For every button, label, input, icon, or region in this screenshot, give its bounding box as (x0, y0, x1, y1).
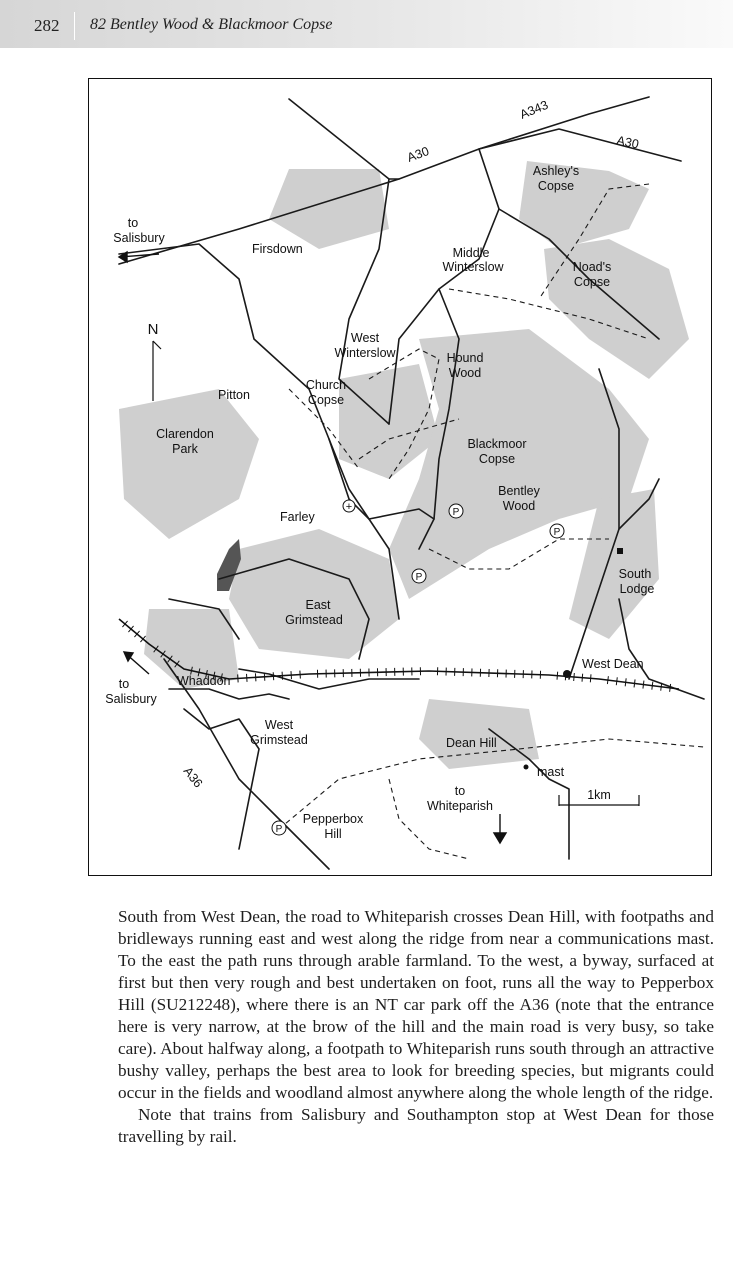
label-firsdown: Firsdown (252, 242, 303, 256)
railway-tick (574, 673, 575, 681)
label-dean-hill: Dean Hill (446, 736, 497, 750)
parking-icon (449, 504, 463, 518)
label-a36: A36 (180, 764, 206, 791)
road-a343 (289, 99, 399, 179)
svg-text:P: P (452, 507, 460, 518)
map (88, 78, 712, 876)
railway-tick (652, 682, 653, 690)
arrow-to-salisbury-south (124, 652, 149, 674)
label-bentley-wood: Bentley (498, 484, 540, 498)
label-hound-wood: Hound (446, 351, 484, 365)
label-north: N (147, 321, 159, 338)
woodland-east-grimstead (229, 529, 399, 659)
paragraph: South from West Dean, the road to Whiteparish crosses Dean Hill, with footpaths and bridleways running east and west along the ridge from near a communications mast. To the east the path runs through arable farmland. To the west, a byway, surfaced at first but then very rough and best undertaken on foot, runs all the way to Pepperbox Hill (SU212248), where there is an NT car park off the A36 (note that the entrance here is very narrow, at the brow of the hill and the main road is very busy, so take care). About halfway along, a footpath to Whiteparish runs south through an attractive bushy valley, perhaps the best area to look for breeding species, but migrants could occur in the fields and woodland almost anywhere along the whole length of the ridge. (118, 907, 714, 1102)
label-noads-copse-2: Copse (573, 275, 611, 289)
arrow-to-whiteparish (494, 814, 506, 843)
label-blackmoor-copse: Blackmoor (467, 437, 527, 451)
label-south-lodge-2: Lodge (619, 582, 655, 596)
label-west-winterslow-2: Winterslow (334, 346, 396, 360)
railway-tick (557, 672, 558, 680)
label-scale: 1km (587, 788, 611, 802)
parking-icon (412, 569, 426, 583)
railway-tick (607, 676, 608, 684)
label-to-salisbury-north: to (127, 216, 139, 230)
label-middle-winterslow-2: Winterslow (442, 260, 504, 274)
label-to-salisbury-north-2: Salisbury (113, 231, 165, 245)
label-pitton: Pitton (218, 388, 250, 402)
north-arrow (153, 341, 161, 401)
label-farley: Farley (280, 510, 315, 524)
label-west-winterslow: West (350, 331, 380, 345)
label-pepperbox-hill-2: Hill (324, 827, 342, 841)
woodland-clarendon (119, 389, 259, 539)
railway-tick (582, 674, 583, 682)
svg-text:P: P (415, 572, 423, 583)
svg-text:+: + (345, 501, 353, 513)
label-church-copse-2: Copse (307, 393, 345, 407)
label-church-copse: Church (305, 378, 347, 392)
label-hound-wood-2: Wood (448, 366, 482, 380)
label-clarendon-park-2: Park (172, 442, 198, 456)
label-whaddon: Whaddon (177, 674, 231, 688)
label-east-grimstead-2: Grimstead (285, 613, 343, 627)
label-to-salisbury-south: to (118, 677, 130, 691)
railway-tick (670, 684, 671, 692)
mast-marker (524, 765, 529, 770)
label-west-dean: West Dean (582, 657, 644, 671)
west-dean-station-marker (563, 670, 571, 678)
label-bentley-wood-2: Wood (502, 499, 536, 513)
svg-text:P: P (275, 824, 283, 835)
label-a343: A343 (517, 97, 551, 122)
railway-tick (616, 677, 617, 685)
label-south-lodge: South (618, 567, 652, 581)
paragraph: Note that trains from Salisbury and Southampton stop at West Dean for those travelling by rail. (118, 1105, 714, 1146)
south-lodge-marker (617, 548, 623, 554)
parking-icon (550, 524, 564, 538)
page-number: 282 (34, 16, 60, 35)
map-drawing (89, 79, 711, 875)
label-to-whiteparish-2: Whiteparish (427, 799, 493, 813)
label-blackmoor-copse-2: Copse (478, 452, 516, 466)
parking-icon (272, 821, 286, 835)
label-a30-east: A30 (615, 133, 641, 152)
svg-text:P: P (553, 527, 561, 538)
label-ashleys-copse: Ashley's (532, 164, 580, 178)
woodland-firsdown (269, 169, 389, 249)
railway-tick (634, 679, 635, 687)
railway-tick (643, 681, 644, 689)
label-west-grimstead-2: Grimstead (250, 733, 308, 747)
label-middle-winterslow: Middle (452, 246, 490, 260)
railway-tick (625, 678, 626, 686)
label-east-grimstead: East (305, 598, 331, 612)
running-title: 82 Bentley Wood & Blackmoor Copse (90, 16, 333, 33)
label-noads-copse: Noad's (572, 260, 612, 274)
label-to-salisbury-south-2: Salisbury (105, 692, 157, 706)
label-to-whiteparish: to (454, 784, 466, 798)
label-pepperbox-hill: Pepperbox (302, 812, 364, 826)
label-west-grimstead: West (264, 718, 294, 732)
railway-tick (590, 674, 591, 682)
label-clarendon-park: Clarendon (156, 427, 214, 441)
header-divider (74, 12, 75, 40)
label-ashleys-copse-2: Copse (537, 179, 575, 193)
body-text (118, 906, 714, 1148)
label-a30: A30 (405, 144, 431, 165)
road-a36 (164, 659, 329, 869)
woodland-dean-hill (419, 699, 539, 769)
church-icon (343, 500, 355, 513)
label-mast: mast (537, 765, 565, 779)
